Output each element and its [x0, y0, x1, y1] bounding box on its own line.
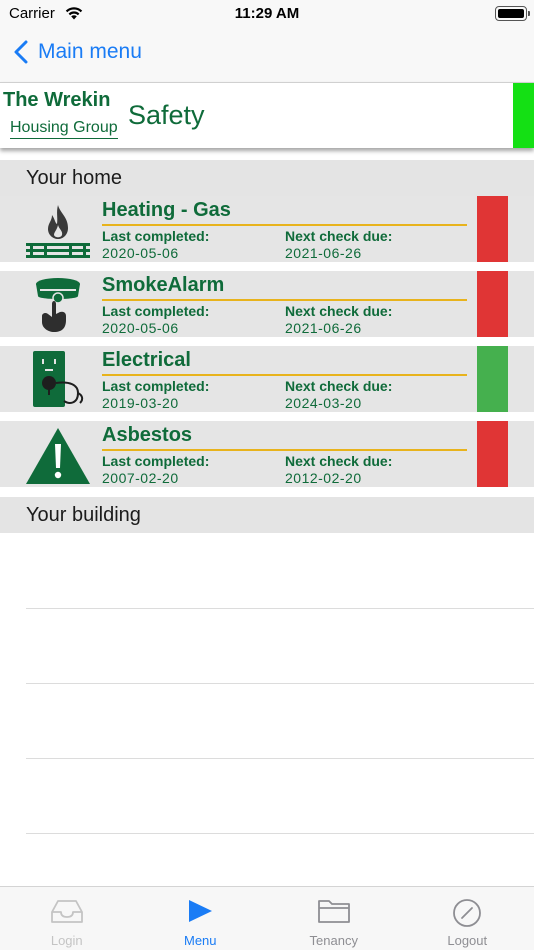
tab-login[interactable]	[0, 887, 134, 950]
status-bar	[0, 0, 534, 30]
logo-text-line1: The Wrekin	[3, 89, 111, 111]
wrekin-logo	[3, 89, 117, 141]
safety-check-heating-gas[interactable]	[0, 196, 534, 262]
last-completed-value: 2007-02-20	[102, 470, 179, 486]
list-separator	[26, 683, 534, 684]
check-status-indicator	[477, 421, 508, 487]
check-status-indicator	[477, 196, 508, 262]
warning-triangle-icon	[24, 426, 92, 484]
page-header-banner	[0, 82, 534, 148]
tab-logout[interactable]	[401, 887, 534, 950]
divider	[102, 224, 467, 226]
section-header-your-building	[0, 497, 534, 533]
section-title: Your home	[26, 167, 122, 189]
inbox-tray-icon	[50, 898, 84, 924]
next-check-due-label: Next check due:	[285, 303, 393, 319]
last-completed-value: 2020-05-06	[102, 320, 179, 336]
page-title: Safety	[128, 100, 205, 130]
chevron-left-icon	[14, 40, 28, 64]
last-completed-label: Last completed:	[102, 303, 210, 319]
tab-label: Menu	[183, 933, 217, 948]
back-button-label: Main menu	[38, 40, 142, 63]
list-separator	[26, 833, 534, 834]
last-completed-value: 2020-05-06	[102, 245, 179, 261]
electrical-plug-icon	[24, 351, 92, 409]
list-separator	[26, 758, 534, 759]
next-check-due-label: Next check due:	[285, 378, 393, 394]
last-completed-label: Last completed:	[102, 228, 210, 244]
list-separator	[26, 608, 534, 609]
tab-label: Tenancy	[309, 933, 358, 948]
tab-tenancy[interactable]	[267, 887, 401, 950]
section-header-your-home	[0, 160, 534, 196]
check-title: Electrical	[102, 349, 191, 371]
check-status-indicator	[477, 346, 508, 412]
logo-text-line2: Housing Group	[10, 119, 118, 139]
divider	[102, 299, 467, 301]
check-status-indicator	[477, 271, 508, 337]
next-check-due-value: 2024-03-20	[285, 395, 362, 411]
gas-flame-icon	[24, 201, 92, 259]
carrier-label: Carrier	[9, 5, 55, 22]
folder-icon	[317, 898, 351, 924]
back-button[interactable]	[14, 40, 142, 64]
divider	[102, 449, 467, 451]
next-check-due-value: 2021-06-26	[285, 245, 362, 261]
play-triangle-icon	[186, 898, 214, 924]
tab-bar	[0, 886, 534, 950]
next-check-due-value: 2012-02-20	[285, 470, 362, 486]
clock-label: 11:29 AM	[234, 5, 300, 22]
tab-menu[interactable]	[134, 887, 268, 950]
last-completed-label: Last completed:	[102, 378, 210, 394]
last-completed-value: 2019-03-20	[102, 395, 179, 411]
battery-icon	[495, 6, 527, 21]
compass-circle-icon	[452, 898, 482, 928]
tab-label: Logout	[447, 933, 488, 948]
safety-check-smoke-alarm[interactable]	[0, 271, 534, 337]
check-title: Asbestos	[102, 424, 193, 446]
divider	[102, 374, 467, 376]
section-title: Your building	[26, 504, 141, 526]
overall-status-indicator	[513, 83, 534, 148]
last-completed-label: Last completed:	[102, 453, 210, 469]
next-check-due-value: 2021-06-26	[285, 320, 362, 336]
navigation-bar	[0, 30, 534, 82]
safety-check-asbestos[interactable]	[0, 421, 534, 487]
safety-check-electrical[interactable]	[0, 346, 534, 412]
tab-label: Login	[50, 933, 83, 948]
next-check-due-label: Next check due:	[285, 228, 393, 244]
smoke-alarm-icon	[24, 276, 92, 334]
check-title: SmokeAlarm	[102, 274, 225, 296]
next-check-due-label: Next check due:	[285, 453, 393, 469]
check-title: Heating - Gas	[102, 199, 231, 221]
